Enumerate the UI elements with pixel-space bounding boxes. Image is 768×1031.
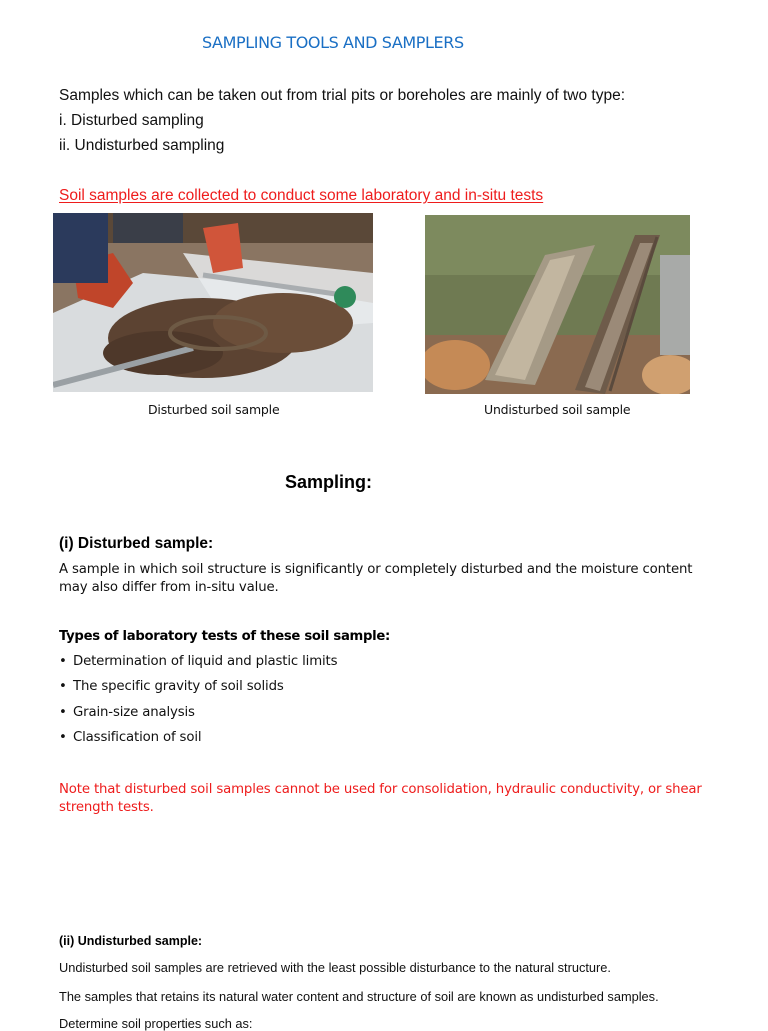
tests-heading: Types of laboratory tests of these soil sample: bbox=[59, 629, 390, 644]
undisturbed-line-1: Undisturbed soil samples are retrieved with the least possible disturbance to the natural structure. bbox=[59, 960, 611, 975]
sampling-heading: Sampling: bbox=[285, 472, 373, 492]
list-item: • Classification of soil bbox=[59, 729, 202, 745]
list-item: • Determination of liquid and plastic limits bbox=[59, 654, 338, 669]
bullet-icon: • bbox=[59, 729, 67, 745]
undisturbed-soil-photo bbox=[425, 215, 690, 394]
document-title: SAMPLING TOOLS AND SAMPLERS bbox=[202, 33, 464, 52]
bullet-icon: • bbox=[59, 679, 67, 695]
disturbed-note: Note that disturbed soil samples cannot be used for consolidation, hydraulic conductivity, or shear strength tests. bbox=[59, 782, 702, 815]
purpose-link[interactable]: Soil samples are collected to conduct some laboratory and in-situ tests bbox=[59, 187, 544, 204]
undisturbed-line-2: The samples that retains its natural water content and structure of soil are known as undisturbed samples. bbox=[59, 989, 659, 1004]
tests-list bbox=[59, 654, 337, 755]
undisturbed-photo-caption: Undisturbed soil sample bbox=[484, 402, 631, 417]
list-item: • The specific gravity of soil solids bbox=[59, 679, 284, 695]
disturbed-description: A sample in which soil structure is significantly or completely disturbed and the moisture content may also differ from in-situ value. bbox=[59, 562, 693, 595]
disturbed-heading: (i) Disturbed sample: bbox=[59, 535, 214, 552]
undisturbed-heading: (ii) Undisturbed sample: bbox=[59, 934, 203, 948]
bullet-icon: • bbox=[59, 654, 67, 669]
intro-item-undisturbed: ii. Undisturbed sampling bbox=[59, 137, 225, 154]
disturbed-photo-caption: Disturbed soil sample bbox=[148, 402, 280, 417]
disturbed-soil-photo bbox=[53, 213, 373, 392]
bullet-icon: • bbox=[59, 704, 67, 720]
intro-item-disturbed: i. Disturbed sampling bbox=[59, 112, 204, 129]
list-item: • Grain-size analysis bbox=[59, 704, 195, 720]
intro-line: Samples which can be taken out from trial pits or boreholes are mainly of two type: bbox=[59, 87, 626, 104]
undisturbed-line-3: Determine soil properties such as: bbox=[59, 1016, 253, 1031]
